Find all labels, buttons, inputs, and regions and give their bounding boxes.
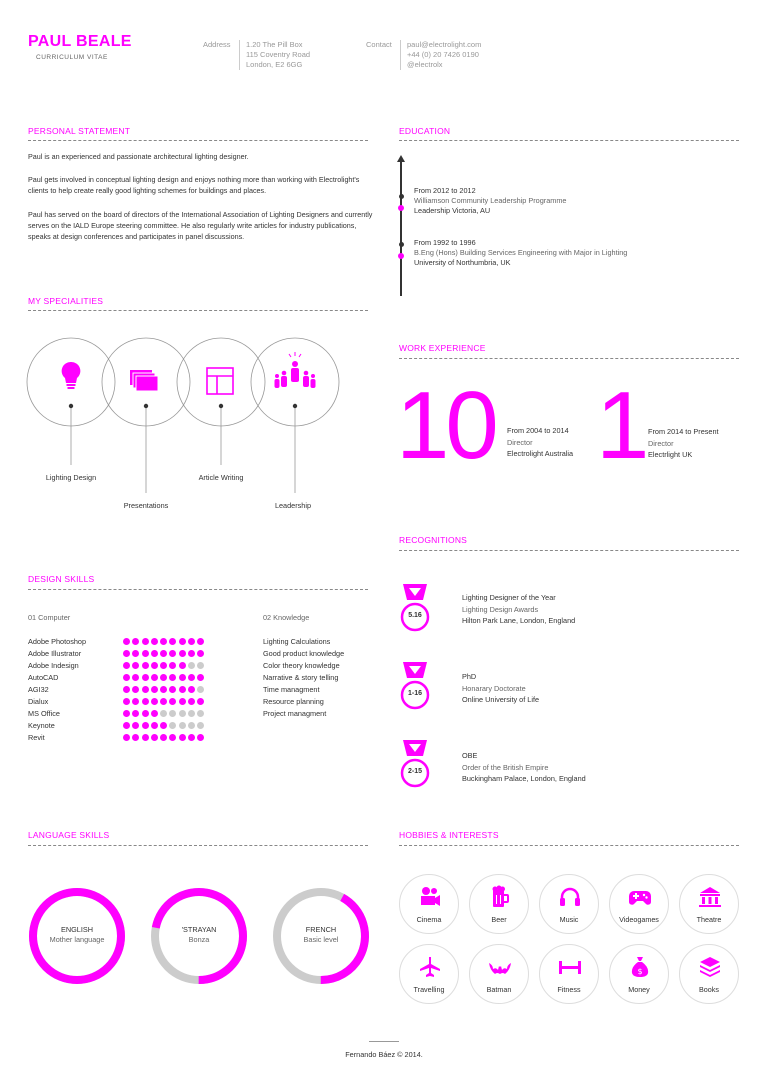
language-item	[159, 925, 239, 945]
skill-dot	[188, 722, 195, 729]
skill-dot	[169, 722, 176, 729]
work-period: From 2014 to Present	[648, 427, 719, 436]
skill-dot	[142, 662, 149, 669]
skill-name: Dialux	[28, 697, 49, 706]
skill-name: AGI32	[28, 685, 49, 694]
section-title-specialities: MY SPECIALITIES	[28, 296, 104, 306]
work-years-number: 1	[596, 372, 646, 479]
recognition-place: Hilton Park Lane, London, England	[462, 616, 576, 625]
medal-icon	[400, 740, 430, 788]
skill-dot	[188, 674, 195, 681]
skill-dot	[179, 722, 186, 729]
language-name: 'STRAYAN	[181, 925, 217, 934]
speciality-label: Lighting Design	[45, 473, 97, 482]
skill-level-dots	[123, 696, 207, 708]
recognition-org: Order of the British Empire	[462, 762, 549, 772]
lightbulb-icon	[62, 362, 81, 389]
section-title-personal-statement: PERSONAL STATEMENT	[28, 126, 131, 136]
knowledge-item: Color theory knowledge	[263, 661, 340, 670]
layout-icon	[207, 368, 233, 394]
hobby-label: Batman	[486, 985, 512, 994]
skill-level-dots	[123, 720, 207, 732]
hobby-cinema	[399, 874, 459, 934]
statement-paragraph: Paul gets involved in conceptual lighting design and enjoys nothing more than working with Electrolight's clients to help create really good lighting schemes for buildings and places.	[28, 175, 360, 195]
skill-dot	[169, 650, 176, 657]
skill-dot	[151, 650, 158, 657]
skill-dot	[132, 734, 139, 741]
skill-dot	[188, 734, 195, 741]
skill-dot	[160, 698, 167, 705]
skill-dot	[132, 650, 139, 657]
skill-dot	[179, 710, 186, 717]
section-divider	[399, 550, 739, 551]
education-school: Leadership Victoria, AU	[414, 206, 491, 215]
footer-credit: Fernando Báez © 2014.	[345, 1050, 423, 1059]
hobby-label: Theatre	[696, 915, 722, 924]
skill-dot	[132, 686, 139, 693]
skill-dot	[160, 686, 167, 693]
skill-dot	[151, 674, 158, 681]
address-label: Address	[203, 40, 231, 49]
skill-level-dots	[123, 648, 207, 660]
skill-dot	[188, 638, 195, 645]
social-handle[interactable]: @electrolx	[407, 60, 443, 69]
section-title-hobbies: HOBBIES & INTERESTS	[399, 830, 499, 840]
hobby-label: Cinema	[416, 915, 442, 924]
skill-dot	[179, 734, 186, 741]
language-item	[37, 925, 117, 945]
recognition-org: Lighting Design Awards	[462, 604, 539, 614]
camera-icon	[418, 885, 442, 909]
education-timeline	[400, 162, 402, 296]
skill-dot	[169, 662, 176, 669]
hobby-travelling	[399, 944, 459, 1004]
skill-dot	[179, 650, 186, 657]
hobby-label: Books	[699, 985, 719, 994]
skill-dot	[188, 698, 195, 705]
skill-name: Adobe Illustrator	[28, 649, 82, 658]
hobby-label: Music	[559, 915, 579, 924]
skill-level-dots	[123, 660, 207, 672]
knowledge-item: Good product knowledge	[263, 649, 345, 658]
skills-subheading: 01 Computer	[28, 613, 71, 622]
skill-name: Revit	[28, 733, 45, 742]
skill-name: MS Office	[28, 709, 60, 718]
address-block	[239, 40, 310, 70]
skill-dot	[151, 662, 158, 669]
skill-dot	[142, 650, 149, 657]
skill-dot	[169, 710, 176, 717]
recognition-place: Buckingham Palace, London, England	[462, 774, 586, 783]
email-link[interactable]: paul@electrolight.com	[407, 40, 482, 49]
books-icon	[698, 955, 722, 979]
hobby-batman	[469, 944, 529, 1004]
skill-dot	[132, 674, 139, 681]
skill-dot	[142, 674, 149, 681]
skill-dot	[160, 710, 167, 717]
hobby-label: Fitness	[557, 985, 581, 994]
hobby-label: Beer	[491, 915, 507, 924]
hobby-videogames	[609, 874, 669, 934]
skill-row	[28, 720, 228, 732]
skill-dot	[123, 638, 130, 645]
skill-dot	[197, 698, 204, 705]
hobby-books	[679, 944, 739, 1004]
language-level: Mother language	[49, 935, 105, 944]
recognition-title: Lighting Designer of the Year	[462, 593, 556, 602]
hobby-label: Videogames	[619, 915, 659, 924]
timeline-dot	[398, 253, 404, 259]
timeline-arrow-icon	[397, 155, 405, 162]
education-entry	[414, 238, 627, 268]
skill-dot	[160, 734, 167, 741]
medal-badge: 1-16	[407, 690, 422, 697]
skill-row	[28, 636, 228, 648]
skill-dot	[151, 710, 158, 717]
skill-row	[28, 732, 228, 744]
section-title-recognitions: RECOGNITIONS	[399, 535, 468, 545]
skill-dot	[160, 674, 167, 681]
skill-dot	[123, 698, 130, 705]
speciality-label: Presentations	[123, 501, 169, 510]
skill-dot	[151, 734, 158, 741]
hobby-money	[609, 944, 669, 1004]
skill-dot	[123, 674, 130, 681]
skill-dot	[169, 686, 176, 693]
section-divider	[399, 140, 739, 141]
skill-dot	[151, 698, 158, 705]
timeline-dot	[398, 205, 404, 211]
skill-row	[28, 684, 228, 696]
skill-dot	[123, 686, 130, 693]
skill-dot	[142, 638, 149, 645]
skill-dot	[132, 722, 139, 729]
skill-dot	[197, 722, 204, 729]
knowledge-item: Resource planning	[263, 697, 324, 706]
knowledge-item: Lighting Calculations	[263, 637, 331, 646]
skill-row	[28, 708, 228, 720]
hobby-label: Travelling	[413, 985, 445, 994]
section-divider	[399, 358, 739, 359]
skill-level-dots	[123, 636, 207, 648]
skill-dot	[197, 662, 204, 669]
recognition-title: PhD	[462, 672, 477, 681]
speciality-label: Leadership	[274, 501, 312, 510]
hobby-beer	[469, 874, 529, 934]
skill-dot	[160, 650, 167, 657]
recognition-entry	[462, 750, 586, 785]
recognition-org: Honarary Doctorate	[462, 683, 526, 693]
skill-dot	[197, 674, 204, 681]
medal-icon	[400, 662, 430, 710]
education-entry	[414, 186, 566, 216]
contact-block	[400, 40, 481, 70]
skill-name: AutoCAD	[28, 673, 59, 682]
skill-dot	[151, 638, 158, 645]
skill-dot	[142, 734, 149, 741]
skills-subheading: 02 Knowledge	[263, 613, 310, 622]
work-role: Director	[648, 438, 674, 448]
recognition-title: OBE	[462, 751, 478, 760]
timeline-dot	[399, 194, 404, 199]
skill-dot	[179, 686, 186, 693]
contact-label: Contact	[366, 40, 392, 49]
skill-dot	[188, 662, 195, 669]
skill-name: Keynote	[28, 721, 55, 730]
knowledge-item: Narrative & story telling	[263, 673, 339, 682]
specialities-diagram	[20, 330, 360, 520]
hobby-music	[539, 874, 599, 934]
skill-dot	[142, 698, 149, 705]
skill-dot	[142, 722, 149, 729]
dumbbell-icon	[558, 955, 582, 979]
skill-dot	[188, 650, 195, 657]
skill-dot	[197, 686, 204, 693]
education-school: University of Northumbria, UK	[414, 258, 511, 267]
section-divider	[399, 845, 739, 846]
skill-dot	[160, 662, 167, 669]
hobby-fitness	[539, 944, 599, 1004]
skill-dot	[179, 638, 186, 645]
skill-dot	[188, 710, 195, 717]
bat-icon	[485, 955, 515, 979]
skill-dot	[179, 698, 186, 705]
medal-badge: 2-15	[407, 768, 422, 775]
hobby-label: Money	[628, 985, 650, 994]
medal-badge: 5.16	[408, 612, 422, 619]
statement-paragraph: Paul has served on the board of directors of the International Association of Lighting Designers and currently serves on the IALD Europe steering committee. He also regularly write articles for industry publications, speaks at design conferences and participates in panel discussions.	[28, 210, 373, 241]
medal-icon	[400, 584, 430, 632]
language-name: FRENCH	[305, 925, 337, 934]
work-entry	[507, 425, 573, 460]
skill-row	[28, 660, 228, 672]
knowledge-item: Time managment	[263, 685, 320, 694]
footer-divider	[369, 1041, 399, 1042]
education-years: From 1992 to 1996	[414, 238, 476, 247]
work-role: Director	[507, 437, 533, 447]
work-years-number: 10	[396, 372, 495, 479]
skill-dot	[179, 674, 186, 681]
skill-level-dots	[123, 708, 207, 720]
candidate-name: PAUL BEALE	[28, 33, 132, 50]
skill-dot	[123, 650, 130, 657]
speciality-label: Article Writing	[198, 473, 244, 482]
skill-dot	[160, 638, 167, 645]
skill-dot	[169, 638, 176, 645]
skill-dot	[197, 734, 204, 741]
skill-row	[28, 672, 228, 684]
skill-dot	[188, 686, 195, 693]
statement-paragraph: Paul is an experienced and passionate architectural lighting designer.	[28, 152, 249, 161]
language-name: ENGLISH	[60, 925, 94, 934]
recognition-entry	[462, 671, 539, 706]
section-divider	[28, 140, 368, 141]
skill-row	[28, 696, 228, 708]
skill-dot	[132, 638, 139, 645]
section-divider	[28, 589, 368, 590]
document-subtitle: CURRICULUM VITAE	[36, 54, 108, 61]
skill-name: Adobe Photoshop	[28, 637, 87, 646]
skill-dot	[197, 650, 204, 657]
work-entry	[648, 426, 719, 461]
skill-dot	[151, 722, 158, 729]
address-line: 115 Coventry Road	[246, 50, 311, 59]
airplane-icon	[418, 955, 442, 979]
skill-dot	[132, 710, 139, 717]
section-divider	[28, 310, 368, 311]
work-period: From 2004 to 2014	[507, 426, 569, 435]
moneybag-icon	[628, 955, 652, 979]
address-line: 1.20 The Pill Box	[246, 40, 303, 49]
recognition-entry	[462, 592, 575, 627]
education-course: Williamson Community Leadership Programme	[414, 196, 567, 205]
education-course: B.Eng (Hons) Building Services Engineering with Major in Lighting	[414, 248, 628, 257]
skill-dot	[169, 734, 176, 741]
skill-dot	[142, 686, 149, 693]
section-title-work: WORK EXPERIENCE	[399, 343, 486, 353]
section-title-education: EDUCATION	[399, 126, 451, 136]
phone-number: +44 (0) 20 7426 0190	[407, 50, 479, 59]
skill-dot	[197, 710, 204, 717]
skill-dot	[169, 674, 176, 681]
skill-level-dots	[123, 684, 207, 696]
headphones-icon	[558, 885, 582, 909]
skill-dot	[132, 662, 139, 669]
skill-dot	[160, 722, 167, 729]
knowledge-skills-list	[263, 636, 383, 720]
education-years: From 2012 to 2012	[414, 186, 476, 195]
language-level: Bonza	[188, 935, 210, 944]
gamepad-icon	[628, 885, 652, 909]
skill-dot	[132, 698, 139, 705]
skill-dot	[123, 710, 130, 717]
skill-dot	[123, 662, 130, 669]
skill-level-dots	[123, 732, 207, 744]
skill-dot	[123, 722, 130, 729]
skill-dot	[197, 638, 204, 645]
beer-icon	[488, 885, 512, 909]
section-title-languages: LANGUAGE SKILLS	[28, 830, 110, 840]
skill-dot	[169, 698, 176, 705]
hobby-theatre	[679, 874, 739, 934]
skill-dot	[142, 710, 149, 717]
language-level: Basic level	[303, 935, 339, 944]
work-company: Electrolight Australia	[507, 449, 574, 458]
section-title-design-skills: DESIGN SKILLS	[28, 574, 95, 584]
svg-text:$: $	[637, 967, 643, 976]
leader-group-icon	[275, 352, 316, 388]
skill-dot	[179, 662, 186, 669]
theatre-icon	[698, 885, 722, 909]
timeline-dot	[399, 242, 404, 247]
skill-level-dots	[123, 672, 207, 684]
slides-icon	[130, 370, 158, 391]
skill-dot	[151, 686, 158, 693]
section-divider	[28, 845, 368, 846]
skill-row	[28, 648, 228, 660]
language-item	[281, 925, 361, 945]
knowledge-item: Project managment	[263, 709, 327, 718]
work-company: Electrlight UK	[648, 450, 693, 459]
address-line: London, E2 6GG	[246, 60, 303, 69]
skill-dot	[123, 734, 130, 741]
skill-name: Adobe Indesign	[28, 661, 79, 670]
recognition-place: Online University of Life	[462, 695, 540, 704]
